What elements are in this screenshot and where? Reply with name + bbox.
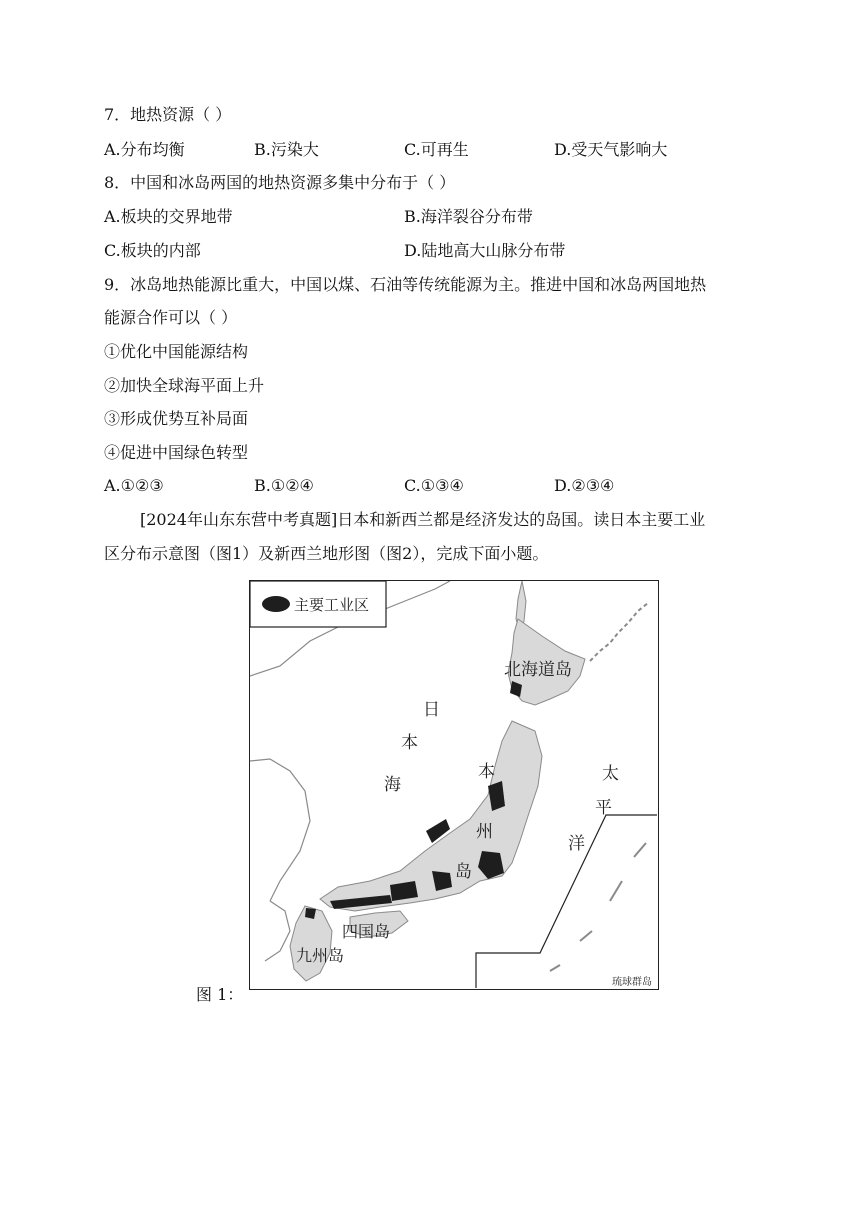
q9-statement-3: ③形成优势互补局面 — [104, 409, 249, 428]
q7-option-b: B.污染大 — [254, 140, 319, 159]
q9-stem-line1: 9．冰岛地热能源比重大，中国以煤、石油等传统能源为主。推进中国和冰岛两国地热 — [104, 275, 707, 294]
japan-industry-map — [249, 580, 659, 990]
label-sea-3: 海 — [384, 775, 401, 795]
map-svg — [250, 581, 657, 988]
label-pacific-2: 平 — [595, 798, 612, 818]
label-sea-1: 日 — [423, 700, 440, 720]
label-kyushu: 九州岛 — [296, 946, 345, 965]
q9-statement-4: ④促进中国绿色转型 — [104, 443, 249, 462]
label-shikoku: 四国岛 — [342, 922, 391, 941]
figure-label: 图 1： — [196, 985, 244, 1004]
label-pacific-3: 洋 — [568, 834, 585, 854]
intro-line1: [2024年山东东营中考真题]日本和新西兰都是经济发达的岛国。读日本主要工业 — [140, 510, 706, 529]
q7-option-d: D.受天气影响大 — [554, 140, 668, 159]
kuril-islands — [590, 603, 648, 661]
q7-option-c: C.可再生 — [404, 140, 469, 159]
legend-swatch — [262, 596, 290, 612]
q7-option-a: A.分布均衡 — [104, 140, 185, 159]
q8-option-d: D.陆地高大山脉分布带 — [404, 241, 566, 260]
q8-option-c: C.板块的内部 — [104, 241, 201, 260]
q8-stem: 8．中国和冰岛两国的地热资源多集中分布于（ ） — [104, 173, 456, 192]
label-sea-2: 本 — [401, 733, 418, 753]
label-honshu-3: 岛 — [455, 862, 472, 882]
q9-option-d: D.②③④ — [554, 476, 615, 495]
q9-statement-2: ②加快全球海平面上升 — [104, 376, 265, 395]
q9-statement-1: ①优化中国能源结构 — [104, 342, 249, 361]
asia-coastline — [250, 581, 450, 901]
honshu-island — [320, 721, 542, 911]
intro-line2: 区分布示意图（图1）及新西兰地形图（图2），完成下面小题。 — [104, 544, 549, 563]
korea-coastline — [265, 901, 290, 961]
legend-label: 主要工业区 — [294, 596, 370, 614]
q7-stem: 7．地热资源（ ） — [104, 105, 232, 124]
q9-stem-line2: 能源合作可以（ ） — [104, 308, 238, 327]
q9-option-a: A.①②③ — [104, 476, 164, 495]
q8-option-a: A.板块的交界地带 — [104, 207, 233, 226]
ryukyu-islands — [550, 843, 646, 971]
q8-option-b: B.海洋裂谷分布带 — [404, 207, 533, 226]
label-ryukyu: 琉球群岛 — [612, 977, 652, 988]
label-hokkaido: 北海道岛 — [504, 660, 572, 680]
label-honshu-2: 州 — [476, 822, 493, 842]
q9-option-b: B.①②④ — [254, 476, 314, 495]
label-pacific-1: 太 — [602, 764, 619, 784]
q9-option-c: C.①③④ — [404, 476, 464, 495]
label-honshu-1: 本 — [478, 762, 495, 782]
